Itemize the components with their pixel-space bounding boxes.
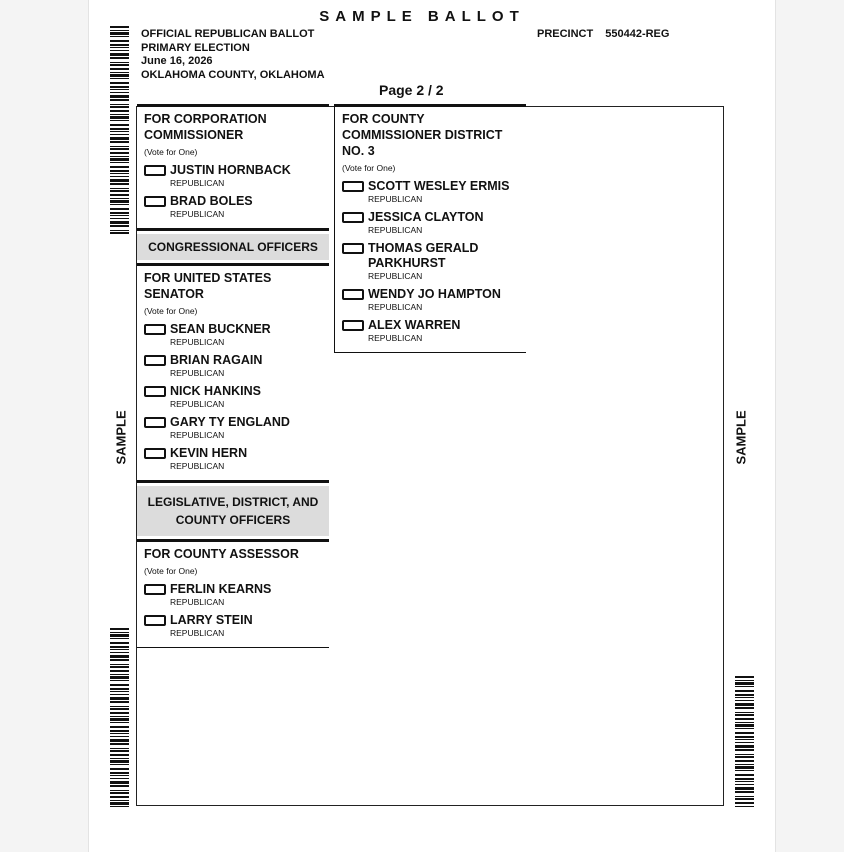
- timing-bar: [110, 146, 129, 147]
- timing-bar: [110, 691, 129, 692]
- timing-bar: [735, 703, 754, 706]
- timing-bar: [110, 790, 129, 791]
- timing-bar: [735, 784, 754, 785]
- timing-bar: [735, 798, 754, 800]
- timing-bar: [110, 785, 129, 787]
- candidate-row: [342, 179, 526, 204]
- timing-bar: [735, 745, 754, 748]
- timing-bar: [110, 652, 129, 653]
- timing-bar: [110, 86, 129, 88]
- vote-oval[interactable]: [342, 320, 364, 331]
- candidate-name: BRIAN RAGAIN: [170, 353, 263, 367]
- timing-bar: [110, 72, 129, 73]
- timing-bar: [735, 718, 754, 720]
- timing-bar: [110, 78, 129, 79]
- candidate-party: REPUBLICAN: [170, 399, 225, 409]
- candidate-row: [144, 384, 329, 409]
- timing-bar: [735, 749, 754, 751]
- timing-bar: [110, 198, 129, 199]
- timing-bar: [735, 686, 754, 687]
- timing-bar: [110, 99, 129, 101]
- election-date: June 16, 2026: [141, 55, 213, 67]
- candidate-row: [144, 582, 329, 607]
- timing-bar: [110, 36, 129, 37]
- candidate-row: [144, 194, 329, 219]
- timing-bar: [110, 152, 129, 154]
- timing-bar: [735, 787, 754, 790]
- contest-county-assessor: [137, 542, 329, 648]
- timing-bar: [110, 722, 129, 723]
- timing-bar: [110, 764, 129, 765]
- timing-bar: [110, 190, 129, 192]
- timing-bar: [735, 707, 754, 709]
- vote-oval[interactable]: [144, 355, 166, 366]
- timing-bar: [110, 748, 129, 749]
- timing-bar: [110, 760, 129, 763]
- timing-bar: [110, 730, 129, 732]
- timing-bar: [735, 774, 754, 776]
- timing-bar: [110, 68, 129, 70]
- ballot-type: OFFICIAL REPUBLICAN BALLOT: [141, 28, 315, 40]
- timing-bar: [110, 106, 129, 108]
- ballot-column-2: [334, 104, 526, 353]
- timing-bar: [110, 208, 129, 210]
- election-type: PRIMARY ELECTION: [141, 41, 250, 54]
- timing-bar: [110, 170, 129, 172]
- timing-marks-bottom-right: [735, 676, 754, 808]
- candidate-row: [144, 163, 329, 188]
- timing-bar: [110, 628, 129, 630]
- timing-bar: [735, 806, 754, 807]
- timing-bar: [110, 120, 129, 121]
- candidate-party: REPUBLICAN: [170, 209, 225, 219]
- section-header-legislative: [137, 480, 329, 542]
- timing-bar: [110, 680, 129, 681]
- candidate-row: [342, 287, 526, 312]
- timing-bar: [110, 701, 129, 703]
- timing-bar: [110, 158, 129, 161]
- timing-bar: [110, 739, 129, 742]
- contest-county-commissioner-3: [334, 104, 526, 353]
- timing-bar: [110, 137, 129, 140]
- timing-bar: [110, 179, 129, 182]
- timing-bar: [110, 758, 129, 759]
- county-name: OKLAHOMA COUNTY, OKLAHOMA: [141, 68, 325, 81]
- timing-bar: [735, 676, 754, 678]
- timing-bar: [110, 754, 129, 756]
- vote-oval[interactable]: [342, 181, 364, 192]
- candidate-party: REPUBLICAN: [368, 194, 423, 204]
- timing-bar: [110, 659, 129, 661]
- candidate-row: [144, 446, 329, 471]
- timing-bar: [110, 128, 129, 130]
- candidate-party: REPUBLICAN: [170, 430, 225, 440]
- timing-bar: [110, 64, 129, 66]
- timing-bar: [110, 131, 129, 132]
- candidate-row: [144, 613, 329, 638]
- timing-bar: [110, 95, 129, 98]
- timing-bar: [110, 750, 129, 752]
- timing-bar: [735, 739, 754, 740]
- timing-bar: [110, 796, 129, 798]
- timing-bar: [735, 690, 754, 692]
- timing-bar: [110, 82, 129, 84]
- page-number: Page 2 / 2: [379, 82, 444, 98]
- timing-bar: [110, 225, 129, 227]
- timing-bar: [735, 781, 754, 782]
- timing-bar: [110, 697, 129, 700]
- timing-bar: [110, 176, 129, 177]
- timing-bar: [735, 700, 754, 701]
- vote-oval[interactable]: [144, 417, 166, 428]
- candidate-name: JESSICA CLAYTON: [368, 210, 484, 224]
- timing-bar: [110, 116, 129, 119]
- timing-bar: [735, 754, 754, 755]
- timing-bar: [735, 697, 754, 698]
- timing-bar: [735, 760, 754, 762]
- candidate-party: REPUBLICAN: [368, 225, 423, 235]
- timing-marks-bottom-left: [110, 628, 129, 810]
- contest-us-senator: [137, 266, 329, 480]
- candidate-name: BRAD BOLES: [170, 194, 253, 208]
- timing-bar: [110, 800, 129, 801]
- office-title: FOR UNITED STATES SENATOR: [144, 271, 272, 301]
- timing-bar: [110, 666, 129, 668]
- timing-bar: [735, 714, 754, 716]
- timing-bar: [110, 646, 129, 648]
- timing-bar: [110, 215, 129, 216]
- timing-bar: [110, 40, 129, 42]
- timing-bar: [110, 104, 129, 105]
- candidate-row: [144, 322, 329, 347]
- candidate-party: REPUBLICAN: [170, 178, 225, 188]
- timing-bar: [110, 716, 129, 717]
- vote-oval[interactable]: [144, 448, 166, 459]
- timing-bar: [110, 200, 129, 203]
- candidate-name: SCOTT WESLEY ERMIS: [368, 179, 510, 193]
- timing-bar: [110, 26, 129, 28]
- timing-bar: [110, 655, 129, 658]
- timing-bar: [110, 124, 129, 126]
- timing-bar: [735, 732, 754, 734]
- timing-bar: [110, 173, 129, 174]
- vote-oval[interactable]: [144, 165, 166, 176]
- timing-bar: [110, 778, 129, 779]
- timing-bar: [110, 772, 129, 774]
- timing-bar: [110, 670, 129, 672]
- timing-bar: [110, 708, 129, 710]
- timing-bar: [110, 649, 129, 650]
- timing-bar: [110, 212, 129, 214]
- timing-bar: [735, 778, 754, 780]
- candidate-name: JUSTIN HORNBACK: [170, 163, 291, 177]
- contest-corporation-commissioner: [137, 104, 329, 228]
- timing-bar: [735, 796, 754, 797]
- vote-oval[interactable]: [342, 243, 364, 254]
- candidate-row: [144, 353, 329, 378]
- timing-bar: [110, 688, 129, 690]
- timing-bar: [110, 802, 129, 805]
- timing-bar: [110, 74, 129, 77]
- timing-bar: [735, 736, 754, 738]
- office-title: FOR COUNTY COMMISSIONER DISTRICT NO. 3: [342, 112, 503, 158]
- candidate-name: GARY TY ENGLAND: [170, 415, 290, 429]
- timing-bar: [110, 726, 129, 728]
- timing-bar: [110, 676, 129, 679]
- timing-bar: [110, 218, 129, 219]
- timing-bar: [110, 110, 129, 112]
- timing-bar: [110, 743, 129, 745]
- ballot-title: SAMPLE BALLOT: [319, 8, 525, 25]
- candidate-name: ALEX WARREN: [368, 318, 461, 332]
- candidate-name: WENDY JO HAMPTON: [368, 287, 501, 301]
- candidate-row: [144, 415, 329, 440]
- timing-bar: [110, 44, 129, 46]
- timing-bar: [110, 733, 129, 734]
- precinct-label: PRECINCT: [537, 28, 594, 40]
- timing-bar: [110, 194, 129, 196]
- precinct: [537, 28, 669, 40]
- office-title: FOR CORPORATION COMMISSIONER: [144, 112, 267, 142]
- candidate-party: REPUBLICAN: [170, 337, 225, 347]
- precinct-number: 550442-REG: [605, 28, 670, 40]
- timing-bar: [110, 32, 129, 35]
- timing-bar: [110, 736, 129, 737]
- timing-bar: [110, 634, 129, 637]
- timing-bar: [110, 134, 129, 135]
- timing-bar: [110, 232, 129, 234]
- timing-bar: [110, 148, 129, 150]
- timing-bar: [110, 156, 129, 157]
- candidate-party: REPUBLICAN: [368, 302, 423, 312]
- side-label-right: SAMPLE: [733, 410, 749, 465]
- vote-oval[interactable]: [144, 386, 166, 397]
- timing-bar: [110, 183, 129, 185]
- timing-bar: [735, 742, 754, 743]
- candidate-party: REPUBLICAN: [170, 597, 225, 607]
- vote-for-instruction: (Vote for One): [144, 566, 198, 576]
- side-label-left: SAMPLE: [113, 410, 129, 465]
- timing-bar: [110, 706, 129, 707]
- timing-bar: [110, 768, 129, 770]
- timing-bar: [735, 682, 754, 685]
- timing-bar: [735, 756, 754, 758]
- candidate-name: LARRY STEIN: [170, 613, 253, 627]
- timing-bar: [110, 188, 129, 189]
- timing-bar: [735, 722, 754, 723]
- vote-oval[interactable]: [342, 212, 364, 223]
- timing-bar: [110, 712, 129, 714]
- timing-bar: [735, 766, 754, 769]
- vote-oval[interactable]: [144, 196, 166, 207]
- timing-bar: [735, 724, 754, 727]
- office-title: FOR COUNTY ASSESSOR: [144, 547, 299, 561]
- candidate-party: REPUBLICAN: [170, 461, 225, 471]
- section-title: LEGISLATIVE, DISTRICT, AND COUNTY OFFICERS: [137, 486, 329, 536]
- timing-bar: [110, 230, 129, 231]
- candidate-party: REPUBLICAN: [170, 628, 225, 638]
- vote-for-instruction: (Vote for One): [144, 306, 198, 316]
- candidate-row: [342, 210, 526, 235]
- timing-bar: [110, 162, 129, 163]
- timing-bar: [110, 632, 129, 633]
- timing-bar: [110, 664, 129, 665]
- timing-bar: [110, 47, 129, 48]
- vote-oval[interactable]: [144, 324, 166, 335]
- section-title: CONGRESSIONAL OFFICERS: [137, 234, 329, 260]
- candidate-party: REPUBLICAN: [368, 333, 423, 343]
- timing-bar: [735, 712, 754, 713]
- timing-bar: [110, 792, 129, 794]
- vote-oval[interactable]: [144, 615, 166, 626]
- timing-bar: [110, 141, 129, 143]
- vote-oval[interactable]: [342, 289, 364, 300]
- timing-bar: [110, 57, 129, 59]
- candidate-row: [342, 318, 526, 343]
- timing-bar: [110, 30, 129, 31]
- timing-bar: [110, 775, 129, 776]
- timing-bar: [110, 62, 129, 63]
- candidate-party: REPUBLICAN: [170, 368, 225, 378]
- candidate-name: KEVIN HERN: [170, 446, 248, 460]
- vote-oval[interactable]: [144, 584, 166, 595]
- candidate-name: NICK HANKINS: [170, 384, 261, 398]
- timing-bar: [735, 694, 754, 696]
- timing-bar: [735, 728, 754, 729]
- timing-bar: [735, 770, 754, 771]
- timing-bar: [110, 166, 129, 168]
- timing-bar: [110, 806, 129, 807]
- timing-bar: [110, 674, 129, 675]
- timing-bar: [110, 642, 129, 644]
- timing-bar: [110, 50, 129, 51]
- timing-bar: [110, 204, 129, 205]
- timing-bar: [110, 89, 129, 90]
- vote-for-instruction: (Vote for One): [144, 147, 198, 157]
- timing-bar: [110, 221, 129, 224]
- timing-bar: [735, 791, 754, 793]
- candidate-name: SEAN BUCKNER: [170, 322, 271, 336]
- ballot-column-1: [137, 104, 329, 648]
- timing-marks-top-left: [110, 26, 129, 236]
- timing-bar: [735, 680, 754, 681]
- timing-bar: [110, 92, 129, 93]
- section-header-congressional: [137, 228, 329, 266]
- candidate-name: FERLIN KEARNS: [170, 582, 272, 596]
- timing-bar: [110, 718, 129, 721]
- timing-bar: [110, 694, 129, 695]
- timing-bar: [110, 114, 129, 115]
- timing-bar: [735, 764, 754, 765]
- candidate-row: [342, 241, 526, 281]
- timing-bar: [110, 638, 129, 639]
- timing-bar: [110, 684, 129, 686]
- timing-bar: [110, 53, 129, 56]
- timing-bar: [110, 781, 129, 784]
- vote-for-instruction: (Vote for One): [342, 163, 396, 173]
- candidate-party: REPUBLICAN: [368, 271, 423, 281]
- candidate-name: THOMAS GERALD PARKHURST: [368, 241, 479, 270]
- timing-bar: [735, 802, 754, 804]
